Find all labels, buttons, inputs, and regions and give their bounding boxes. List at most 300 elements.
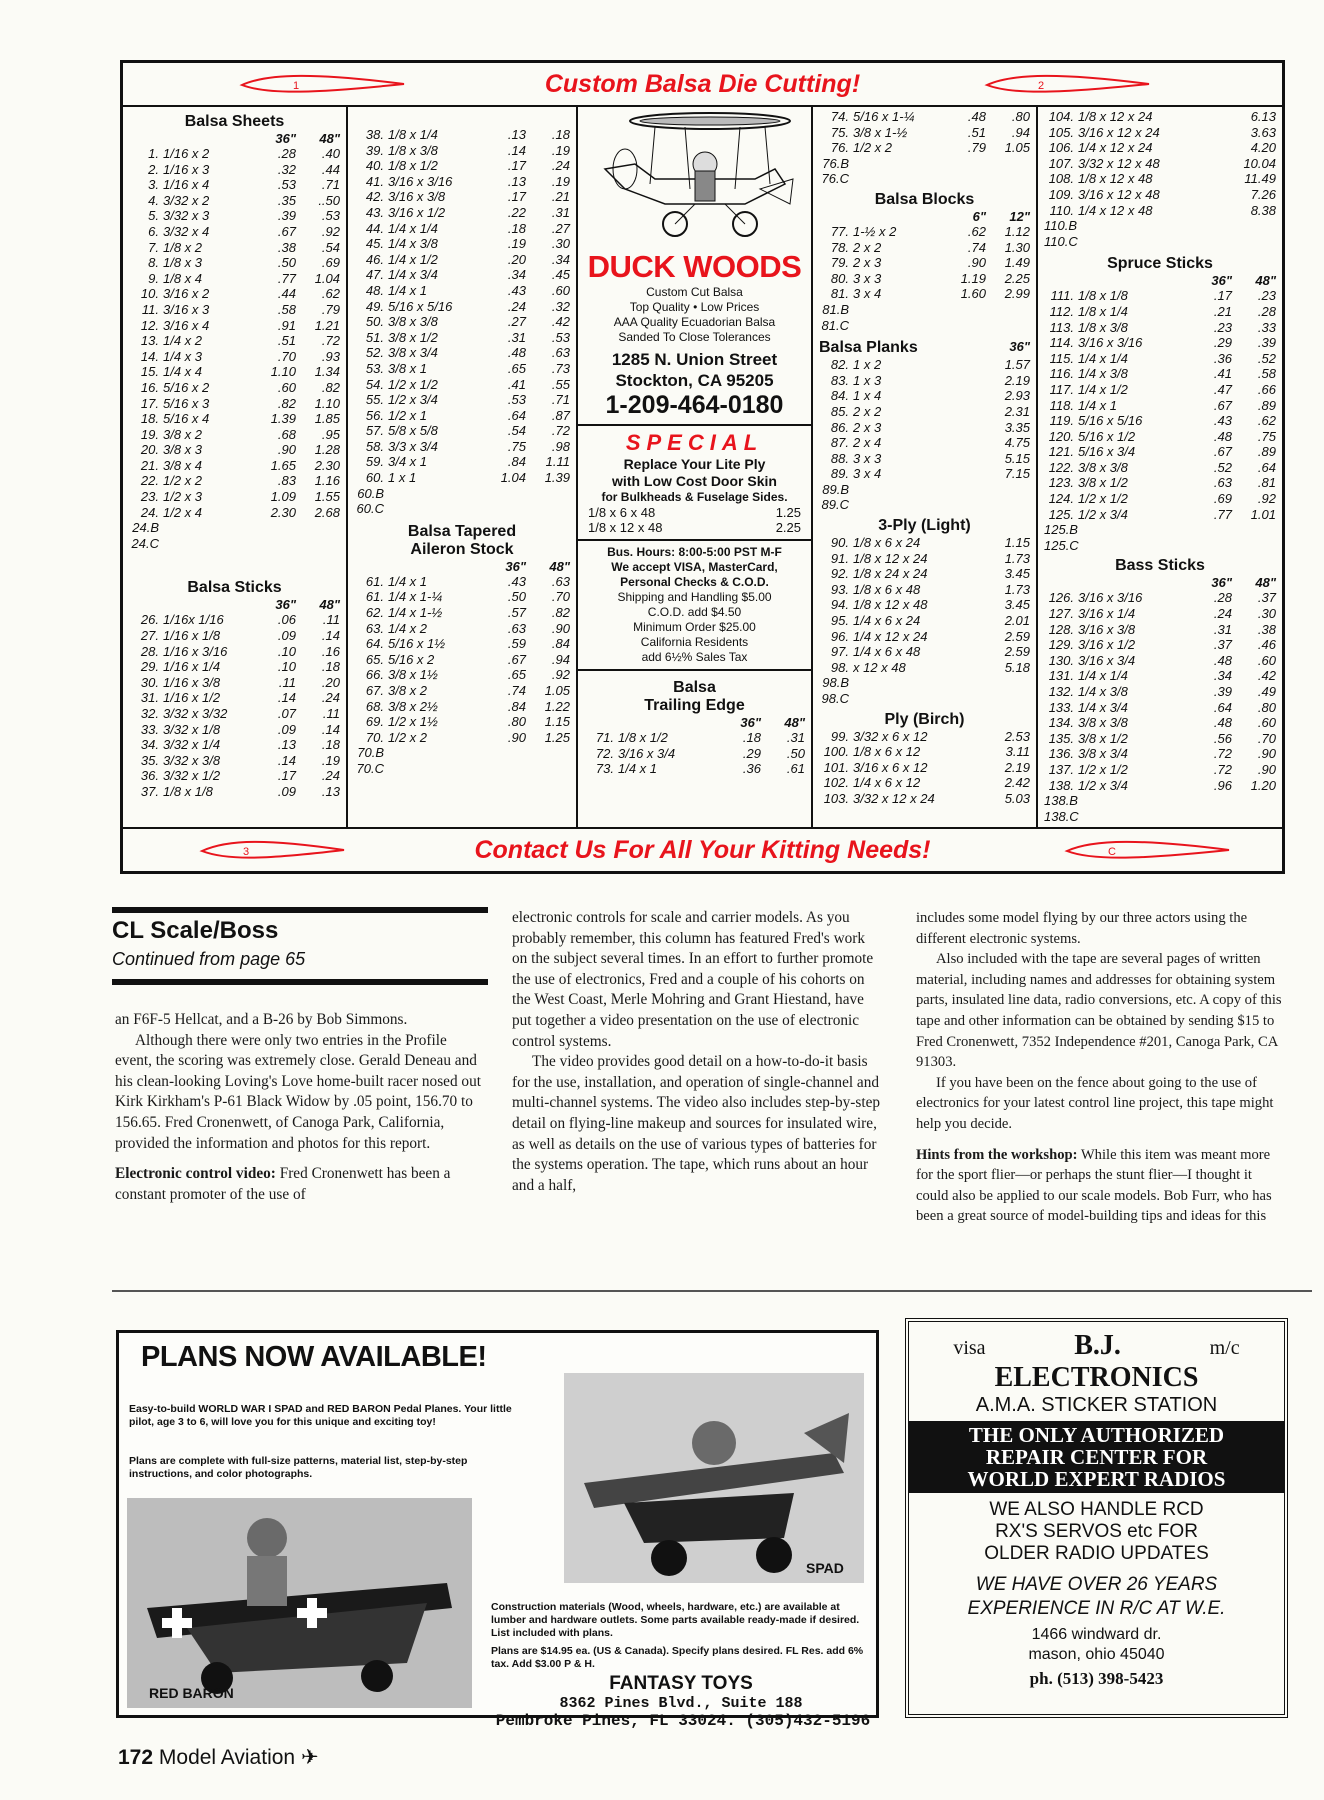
- price-b: .94: [1011, 124, 1030, 140]
- col1-last-text: Fred Cronenwett has been a constant promoter of the use of: [115, 1165, 451, 1203]
- price-a: .48: [1213, 715, 1232, 731]
- item-size: 1-½ x 2: [853, 223, 897, 239]
- price-a: 1.04: [500, 470, 526, 486]
- item-number: 12.: [140, 317, 159, 333]
- col-balsa-sheets: [123, 105, 348, 829]
- price-b: .27: [551, 220, 570, 236]
- price-a: .18: [742, 730, 761, 745]
- price-b: 1.11: [545, 454, 570, 470]
- price-b: [526, 761, 570, 777]
- price-row: [819, 675, 1030, 691]
- item-size: 1/8 x 6 x 48: [853, 581, 921, 597]
- price-a: .17: [507, 158, 526, 174]
- price-b: .53: [551, 329, 570, 345]
- item-size: 3/32 x 12 x 24: [853, 790, 935, 806]
- price-b: .31: [551, 204, 570, 220]
- price-row: [819, 318, 1030, 334]
- price-row: [129, 364, 340, 380]
- price-a: 1.09: [270, 489, 296, 505]
- price-b: .70: [551, 589, 570, 605]
- price-b: 1.15: [544, 714, 570, 730]
- price-b: .93: [321, 348, 340, 364]
- price-a: .90: [507, 729, 526, 745]
- price-a: .38: [277, 239, 296, 255]
- price-a: .20: [507, 251, 526, 267]
- price-row: [354, 158, 570, 174]
- price-a: .90: [277, 442, 296, 458]
- price-a: .11: [278, 674, 296, 690]
- item-number: 20.: [140, 442, 159, 458]
- bj-l2: RX'S SERVOS etc FOR: [995, 1521, 1198, 1542]
- price-row: [819, 644, 1030, 660]
- item-size: 1/4 x 1/2: [388, 251, 438, 267]
- price-row: [129, 737, 340, 753]
- article-title: CL Scale/Boss: [112, 917, 279, 944]
- price-a: [942, 318, 986, 334]
- price-a: 2.53: [1004, 728, 1030, 744]
- price-a: .52: [1213, 459, 1232, 475]
- item-size: 2 x 2: [853, 403, 882, 419]
- item-number: 106.: [1048, 140, 1074, 156]
- item-size: 1/4 x 2: [388, 620, 428, 636]
- item-number: 93.: [830, 581, 849, 597]
- price-row: [354, 221, 570, 237]
- price-row: [1044, 203, 1276, 219]
- item-size: 1/8 x 24 x 24: [853, 566, 928, 582]
- price-a: .14: [507, 142, 526, 158]
- item-size: 3/16 x 4: [163, 317, 210, 333]
- price-a: .67: [277, 223, 296, 239]
- price-a: .90: [967, 255, 986, 271]
- item-number: 99.: [830, 728, 849, 744]
- price-b: 1.10: [314, 395, 340, 411]
- price-a: .13: [507, 127, 526, 142]
- item-number: 109.: [1048, 186, 1074, 202]
- price-row: [1044, 320, 1276, 336]
- item-size: [1078, 793, 1188, 809]
- item-number: 89.B: [822, 481, 849, 497]
- item-size: 1/4 x 1: [1078, 397, 1118, 413]
- item-number: 40.: [365, 158, 384, 174]
- item-size: 3/8 x 3: [163, 442, 203, 458]
- price-b: .11: [322, 612, 340, 628]
- price-a: .77: [1213, 506, 1232, 522]
- price-a: 1.57: [1004, 357, 1030, 373]
- price-a: .13: [277, 737, 296, 753]
- item-number: 105.: [1048, 124, 1074, 140]
- item-size: 1/8 x 1/2: [618, 730, 668, 745]
- balsa-sheets-title: Balsa Sheets: [184, 113, 285, 130]
- item-number: 61.: [365, 589, 384, 605]
- banner-bottom-text: Contact Us For All Your Kitting Needs!: [474, 835, 931, 864]
- price-row: [1044, 762, 1276, 778]
- price-b: .92: [321, 223, 340, 239]
- price-a: .14: [277, 752, 296, 768]
- price-b: .39: [1257, 335, 1276, 351]
- item-size: 3/16 x 3/16: [1078, 590, 1143, 606]
- item-number: 31.: [140, 690, 159, 706]
- item-size: 3/32 x 3/8: [163, 752, 221, 768]
- price-row: [354, 252, 570, 268]
- item-size: 1/8 x 3: [163, 255, 203, 271]
- item-number: 110.B: [1044, 218, 1078, 234]
- price-b: .95: [321, 426, 340, 442]
- price-a: .51: [967, 124, 986, 140]
- item-number: 22.: [140, 473, 159, 489]
- price-a: 3.45: [1004, 597, 1030, 613]
- price-a: .37: [1213, 637, 1232, 653]
- item-number: 95.: [830, 613, 849, 629]
- price-b: [296, 536, 340, 552]
- price-a: .67: [1213, 397, 1232, 413]
- price-b: .30: [551, 236, 570, 252]
- item-size: [853, 156, 942, 172]
- price-a: [482, 501, 526, 517]
- price-b: .90: [1257, 761, 1276, 777]
- wing-label: 2: [1038, 80, 1045, 92]
- price-a: [482, 745, 526, 761]
- price-a: .13: [507, 173, 526, 189]
- item-number: 27.: [140, 628, 159, 644]
- price-row: [1044, 413, 1276, 429]
- price-b: 1.34: [314, 364, 340, 380]
- price-row: [1044, 809, 1276, 825]
- item-size: 1/4 x 4: [163, 364, 203, 380]
- item-size: 3/16 x 2: [163, 286, 210, 302]
- item-number: 127.: [1048, 606, 1074, 622]
- price-a: .27: [507, 314, 526, 330]
- price-row: [819, 535, 1030, 551]
- price-row: [354, 143, 570, 159]
- price-row: [819, 760, 1030, 776]
- price-row: [1044, 590, 1276, 606]
- item-size: 1/4 x 1-½: [388, 605, 443, 621]
- price-row: [354, 392, 570, 408]
- price-row: [129, 177, 340, 193]
- price-row: [1044, 187, 1276, 203]
- price-a: 4.20: [1250, 140, 1276, 156]
- item-number: 55.: [365, 392, 384, 408]
- item-number: 136.: [1048, 746, 1074, 762]
- price-a: .62: [967, 223, 986, 239]
- price-a: 1.19: [960, 270, 986, 286]
- item-number: 82.: [830, 357, 849, 373]
- price-row: [354, 267, 570, 283]
- price-row: [819, 660, 1030, 676]
- item-number: 60.B: [357, 485, 384, 501]
- item-size: 1/16x 1/16: [163, 612, 224, 628]
- item-size: 1/8 x 4: [163, 270, 203, 286]
- item-number: 104.: [1048, 109, 1074, 124]
- price-a: 4.75: [1004, 435, 1030, 451]
- item-number: 50.: [365, 314, 384, 330]
- item-number: 116.: [1049, 366, 1074, 382]
- bass-list: [1044, 590, 1276, 824]
- price-b: .44: [321, 161, 340, 177]
- price-b: .90: [551, 620, 570, 636]
- item-number: 81.B: [822, 301, 849, 317]
- price-row: [129, 193, 340, 209]
- price-a: 11.49: [1244, 171, 1276, 187]
- price-row: [819, 629, 1030, 645]
- item-number: 70.: [365, 729, 384, 745]
- article-paragraph: If you have been on the fence about going to the use of electronics for your latest control line project, this tape might help you decide.: [916, 1074, 1274, 1132]
- price-a: .09: [277, 628, 296, 644]
- price-b: .89: [1257, 397, 1276, 413]
- wing-rib-icon: [983, 71, 1153, 97]
- price-b: .69: [321, 255, 340, 271]
- special-line1: Replace Your Lite Ply: [623, 456, 766, 472]
- item-size: 1/8 x 12 x 48: [853, 597, 928, 613]
- item-number: 3.: [148, 177, 159, 193]
- price-b: .60: [1257, 715, 1276, 731]
- price-row: [1044, 171, 1276, 187]
- item-size: 3/16 x 12 x 24: [1078, 124, 1160, 140]
- red-baron-label: RED BARON: [149, 1685, 234, 1701]
- price-row: [354, 377, 570, 393]
- price-row: [1044, 351, 1276, 367]
- price-a: .48: [1213, 428, 1232, 444]
- price-row: [129, 690, 340, 706]
- price-b: 2.99: [1004, 286, 1030, 302]
- header-36: 36": [275, 597, 296, 613]
- special-heading: SPECIAL: [625, 430, 764, 455]
- price-b: 1.12: [1004, 223, 1030, 239]
- item-number: 132.: [1048, 684, 1074, 699]
- col3-last-text: While this item was meant more for the sport flier—or perhaps the stunt flier—I thought it could also be applied to our scale models. Bob Furr, who has been a great source of model-building tips and ideas for this: [916, 1146, 1272, 1225]
- ply3-list: [819, 535, 1030, 707]
- price-row: [129, 396, 340, 412]
- col-sticks-aileron: [348, 105, 578, 829]
- item-number: 96.: [830, 628, 849, 644]
- price-a: 3.11: [1005, 744, 1030, 760]
- item-number: 77.: [830, 223, 849, 239]
- item-number: 17.: [140, 395, 159, 411]
- price-row: [1044, 668, 1276, 684]
- price-a: .23: [1213, 319, 1232, 335]
- price-b: 1.28: [314, 442, 340, 458]
- header-48: 48": [319, 131, 340, 146]
- price-a: 1.60: [960, 286, 986, 302]
- item-size: 3/32 x 1/2: [163, 768, 221, 784]
- price-a: .67: [507, 651, 526, 667]
- bj-inv2: REPAIR CENTER FOR: [985, 1445, 1208, 1469]
- item-size: 1/4 x 1: [388, 573, 428, 589]
- bj-l5: EXPERIENCE IN R/C AT W.E.: [967, 1598, 1226, 1619]
- item-number: 26.: [140, 612, 159, 628]
- planks-list: [819, 357, 1030, 513]
- item-number: 80.: [830, 270, 849, 286]
- price-a: .09: [277, 721, 296, 737]
- item-number: 88.: [830, 450, 849, 466]
- price-row: [819, 224, 1030, 240]
- price-a: .41: [507, 376, 526, 392]
- price-a: .57: [507, 605, 526, 621]
- price-a: .28: [1213, 590, 1232, 606]
- price-a: .64: [1213, 699, 1232, 715]
- price-row: [1044, 507, 1276, 523]
- price-row: [129, 349, 340, 365]
- price-a: .74: [507, 683, 526, 698]
- price-row: [129, 271, 340, 287]
- price-b: .71: [321, 177, 340, 193]
- price-a: .75: [507, 438, 526, 454]
- price-b: .61: [786, 761, 805, 777]
- duck-street: 1285 N. Union Street: [611, 350, 778, 369]
- price-row: [354, 283, 570, 299]
- item-number: 60.: [365, 470, 384, 486]
- item-size: 1/8 x 6 x 12: [853, 744, 921, 760]
- price-row: [354, 439, 570, 455]
- price-row: [129, 659, 340, 675]
- price-b: .84: [551, 636, 570, 652]
- wing-label: 3: [243, 846, 250, 858]
- price-row: [1044, 288, 1276, 304]
- price-a: .35: [277, 192, 296, 208]
- price-row: [1044, 538, 1276, 554]
- price-a: 2.93: [1004, 388, 1030, 404]
- price-b: .42: [551, 314, 570, 330]
- price-a: 10.04: [1243, 155, 1276, 171]
- fantasy-toys-ad: [116, 1330, 879, 1718]
- hours-line: California Residents: [640, 635, 749, 649]
- item-number: 33.: [140, 721, 159, 737]
- item-number: 51.: [365, 329, 384, 345]
- fantasy-toys-addr2: Pembroke Pines, FL 33024. (305)432-5196: [495, 1712, 871, 1730]
- price-row: [819, 451, 1030, 467]
- price-row: [819, 775, 1030, 791]
- wing-label: 1: [293, 80, 300, 92]
- item-number: 120.: [1048, 428, 1074, 444]
- price-row: [1044, 491, 1276, 507]
- price-a: .10: [277, 643, 296, 659]
- item-number: 14.: [140, 348, 159, 364]
- price-a: [986, 675, 1030, 691]
- price-b: .31: [786, 730, 805, 745]
- price-row: [1044, 125, 1276, 141]
- item-number: 113.: [1049, 319, 1074, 335]
- price-row: [1044, 366, 1276, 382]
- price-a: .43: [1213, 413, 1232, 429]
- price-b: .11: [322, 706, 340, 721]
- price-row: [354, 683, 570, 699]
- item-number: 94.: [830, 597, 849, 613]
- price-a: .91: [277, 317, 296, 333]
- price-a: .82: [277, 395, 296, 411]
- price-a: 2.30: [270, 504, 296, 520]
- price-b: [526, 501, 570, 517]
- price-row: [129, 753, 340, 769]
- item-size: 1/4 x 6 x 48: [853, 644, 921, 660]
- red-baron-photo: [127, 1498, 472, 1708]
- price-row: [129, 411, 340, 427]
- price-row: [354, 189, 570, 205]
- price-b: .40: [321, 146, 340, 161]
- price-row: [129, 302, 340, 318]
- item-number: 53.: [365, 360, 384, 376]
- price-a: .41: [1213, 366, 1232, 382]
- price-row: [1044, 746, 1276, 762]
- price-b: 1.25: [544, 729, 570, 745]
- item-size: 5/8 x 5/8: [388, 423, 438, 439]
- item-size: 1/8 x 6 x 24: [853, 535, 921, 551]
- item-number: 67.: [365, 683, 384, 698]
- item-number: 129.: [1048, 637, 1074, 653]
- item-size: 1/8 x 1/4: [388, 127, 438, 142]
- price-a: .29: [742, 745, 761, 761]
- item-size: 1/16 x 1/8: [163, 628, 221, 644]
- item-size: [853, 497, 986, 513]
- price-a: .44: [277, 286, 296, 302]
- item-number: 69.: [365, 714, 384, 730]
- item-size: 1/4 x 3/4: [388, 267, 438, 283]
- price-row: [584, 746, 805, 762]
- price-row: [129, 162, 340, 178]
- price-a: 1.10: [270, 364, 296, 380]
- price-row: [354, 486, 570, 502]
- plans-intro: Easy-to-build WORLD WAR I SPAD and RED BARON Pedal Planes. Your little pilot, age 3 to 6, will love you for this unique and exciting toy!: [129, 1403, 512, 1428]
- price-b: .23: [1257, 288, 1276, 304]
- item-size: 3/32 x 3: [163, 208, 210, 224]
- hours-line: Bus. Hours: 8:00-5:00 PST M-F: [607, 545, 782, 559]
- price-b: 1.04: [314, 270, 340, 286]
- item-number: 108.: [1048, 171, 1074, 187]
- price-row: [129, 628, 340, 644]
- item-number: 63.: [365, 620, 384, 636]
- price-row: [354, 236, 570, 252]
- price-row: [584, 761, 805, 777]
- item-number: 44.: [365, 220, 384, 236]
- item-number: 138.: [1048, 777, 1074, 793]
- item-size: 2 x 3: [853, 419, 882, 435]
- item-number: 2.: [148, 161, 159, 177]
- fantasy-toys-name: FANTASY TOYS: [609, 1673, 753, 1694]
- price-a: [1232, 234, 1276, 250]
- price-row: [584, 730, 805, 746]
- wing-rib-icon: [198, 837, 348, 863]
- duck-woods-name: DUCK WOODS: [587, 249, 802, 284]
- price-b: .73: [551, 360, 570, 376]
- item-number: 9.: [148, 270, 159, 286]
- item-size: 3/8 x 1½: [388, 667, 438, 683]
- price-row: [1044, 109, 1276, 125]
- item-number: 62.: [365, 605, 384, 621]
- price-a: .47: [1213, 381, 1232, 397]
- price-a: .07: [277, 706, 296, 721]
- item-number: 70.B: [357, 745, 384, 761]
- item-size: 3/32 x 12 x 48: [1078, 155, 1160, 171]
- price-a: .17: [507, 189, 526, 205]
- item-number: 42.: [365, 189, 384, 205]
- item-number: 45.: [365, 236, 384, 252]
- item-number: 98.B: [822, 675, 849, 691]
- price-a: .48: [507, 345, 526, 361]
- price-b: 1.39: [544, 470, 570, 486]
- price-row: [129, 380, 340, 396]
- item-size: 1/4 x 1-¼: [388, 589, 443, 605]
- price-row: [354, 761, 570, 777]
- bj-l1: WE ALSO HANDLE RCD: [989, 1499, 1204, 1520]
- item-size: 1/4 x 1: [618, 761, 658, 777]
- price-row: [129, 333, 340, 349]
- top-banner: [123, 63, 1282, 107]
- item-size: 1/4 x 3/8: [388, 236, 438, 252]
- article-column-3: [916, 908, 1288, 1227]
- item-number: 13.: [140, 333, 159, 349]
- item-number: 112.: [1049, 303, 1074, 319]
- duck-line2: Top Quality • Low Prices: [629, 300, 760, 314]
- item-size: 1/8 x 2: [163, 239, 203, 255]
